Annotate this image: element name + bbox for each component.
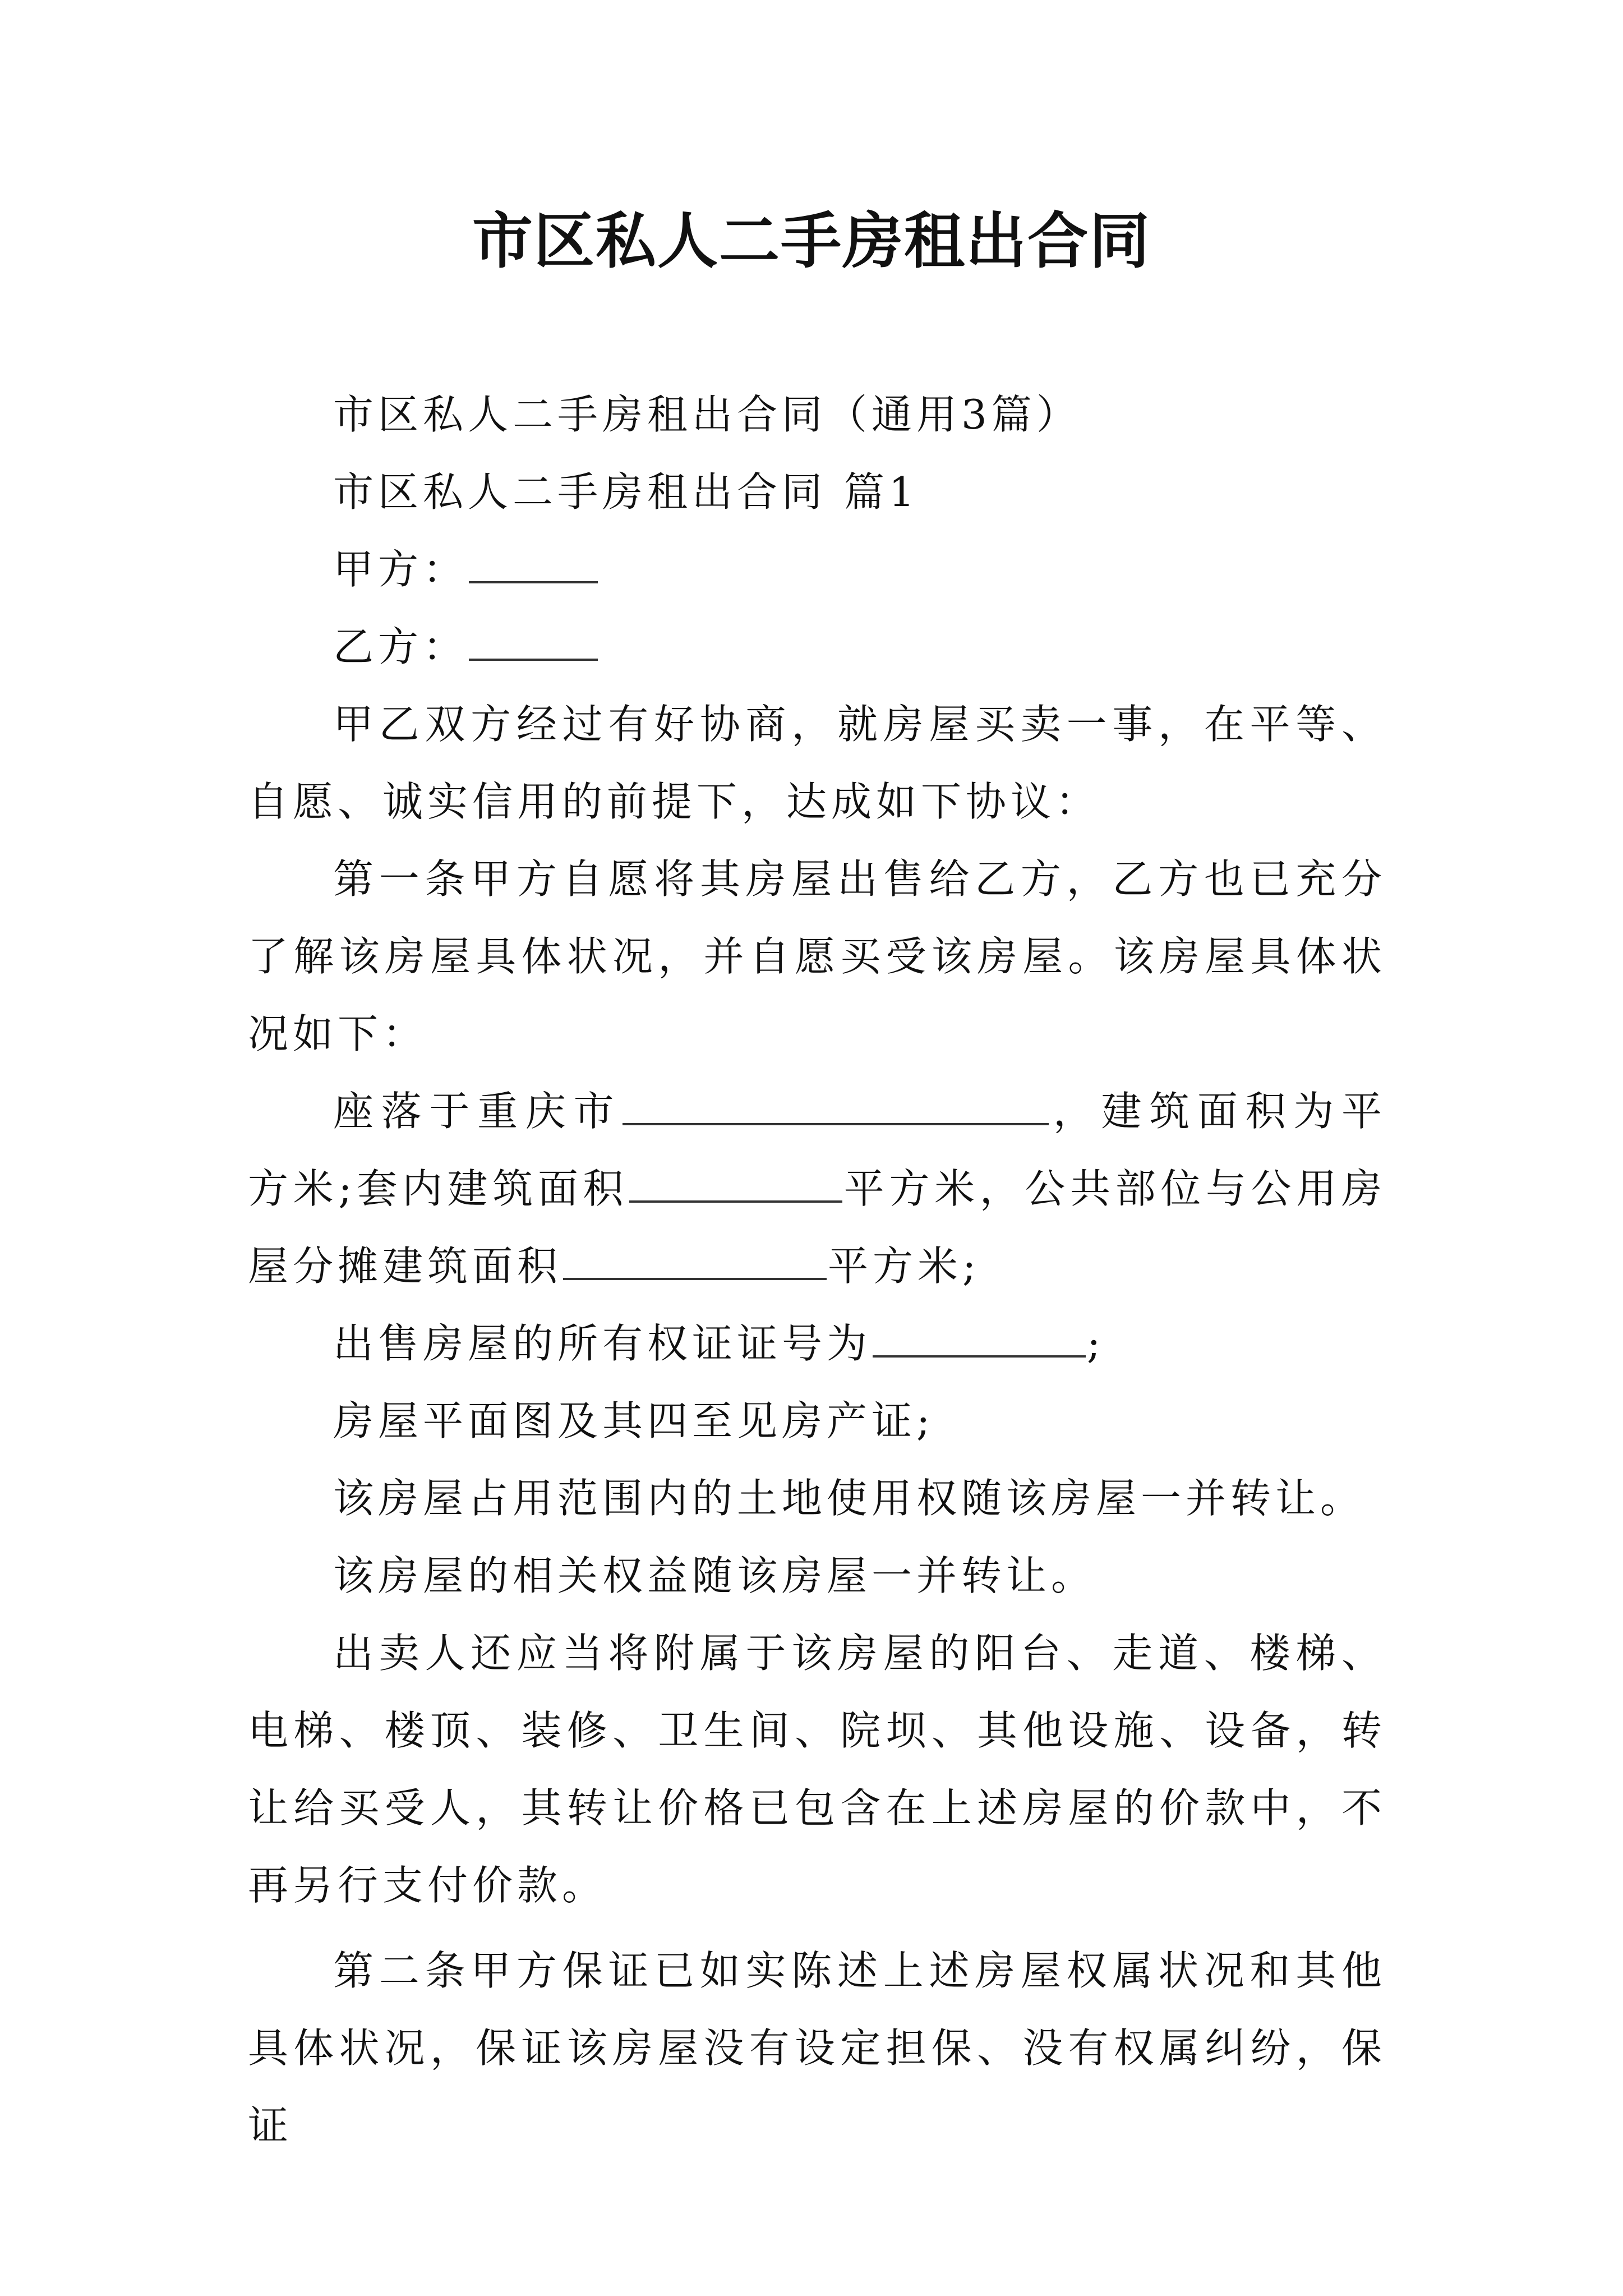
- party-a-blank: [469, 549, 598, 583]
- document-title: 市区私人二手房租出合同: [472, 206, 1151, 277]
- paragraph-article-2: 第二条甲方保证已如实陈述上述房屋权属状况和其他具体状况，保证该房屋没有设定担保、没有权属纠纷，保证: [248, 1947, 1386, 2149]
- certificate-blank: [873, 1323, 1086, 1358]
- paragraph-location: [248, 1073, 1386, 1305]
- paragraph-rights: 该房屋的相关权益随该房屋一并转让。: [333, 1552, 1096, 1599]
- certificate-text-a: 出售房屋的所有权证证号为: [333, 1320, 872, 1367]
- paragraph-article-1: 第一条甲方自愿将其房屋出售给乙方，乙方也已充分了解该房屋具体状况，并自愿买受该房屋。该房屋具体状况如下：: [248, 855, 1386, 1057]
- paragraph-attachments: 出卖人还应当将附属于该房屋的阳台、走道、楼梯、电梯、楼顶、装修、卫生间、院坝、其他设施、设备，转让给买受人，其转让价格已包含在上述房屋的价款中，不再另行支付价款。: [248, 1630, 1386, 1909]
- document-body: [248, 376, 1386, 2164]
- paragraph-land-use: 该房屋占用范围内的土地使用权随该房屋一并转让。: [333, 1475, 1366, 1522]
- party-b-label: 乙方：: [333, 623, 468, 670]
- paragraph-party-a: [248, 531, 1386, 608]
- location-text-a: 座落于重庆市: [333, 1088, 622, 1135]
- paragraph-section-heading: 市区私人二手房租出合同 篇1: [333, 468, 919, 516]
- location-text-c: 平方米，公共部位与公用房屋分摊建筑面积: [248, 1165, 1386, 1290]
- paragraph-subtitle: 市区私人二手房租出合同（通用3篇）: [333, 391, 1081, 438]
- paragraph-preamble: 甲乙双方经过有好协商，就房屋买卖一事，在平等、自愿、诚实信用的前提下，达成如下协议：: [248, 701, 1386, 825]
- paragraph-party-b: [248, 608, 1386, 685]
- shared-area-blank: [563, 1245, 827, 1280]
- inner-area-blank: [629, 1168, 842, 1203]
- paragraph-certificate: [248, 1305, 1386, 1382]
- location-text-b: ，建筑面积为平方米;套内建筑面积: [248, 1088, 1386, 1212]
- certificate-text-b: ;: [1087, 1320, 1105, 1367]
- location-text-d: 平方米;: [828, 1243, 981, 1290]
- location-blank: [623, 1091, 1049, 1125]
- party-b-blank: [469, 626, 598, 661]
- paragraph-floor-plan: 房屋平面图及其四至见房产证;: [333, 1397, 935, 1444]
- party-a-label: 甲方：: [333, 546, 468, 593]
